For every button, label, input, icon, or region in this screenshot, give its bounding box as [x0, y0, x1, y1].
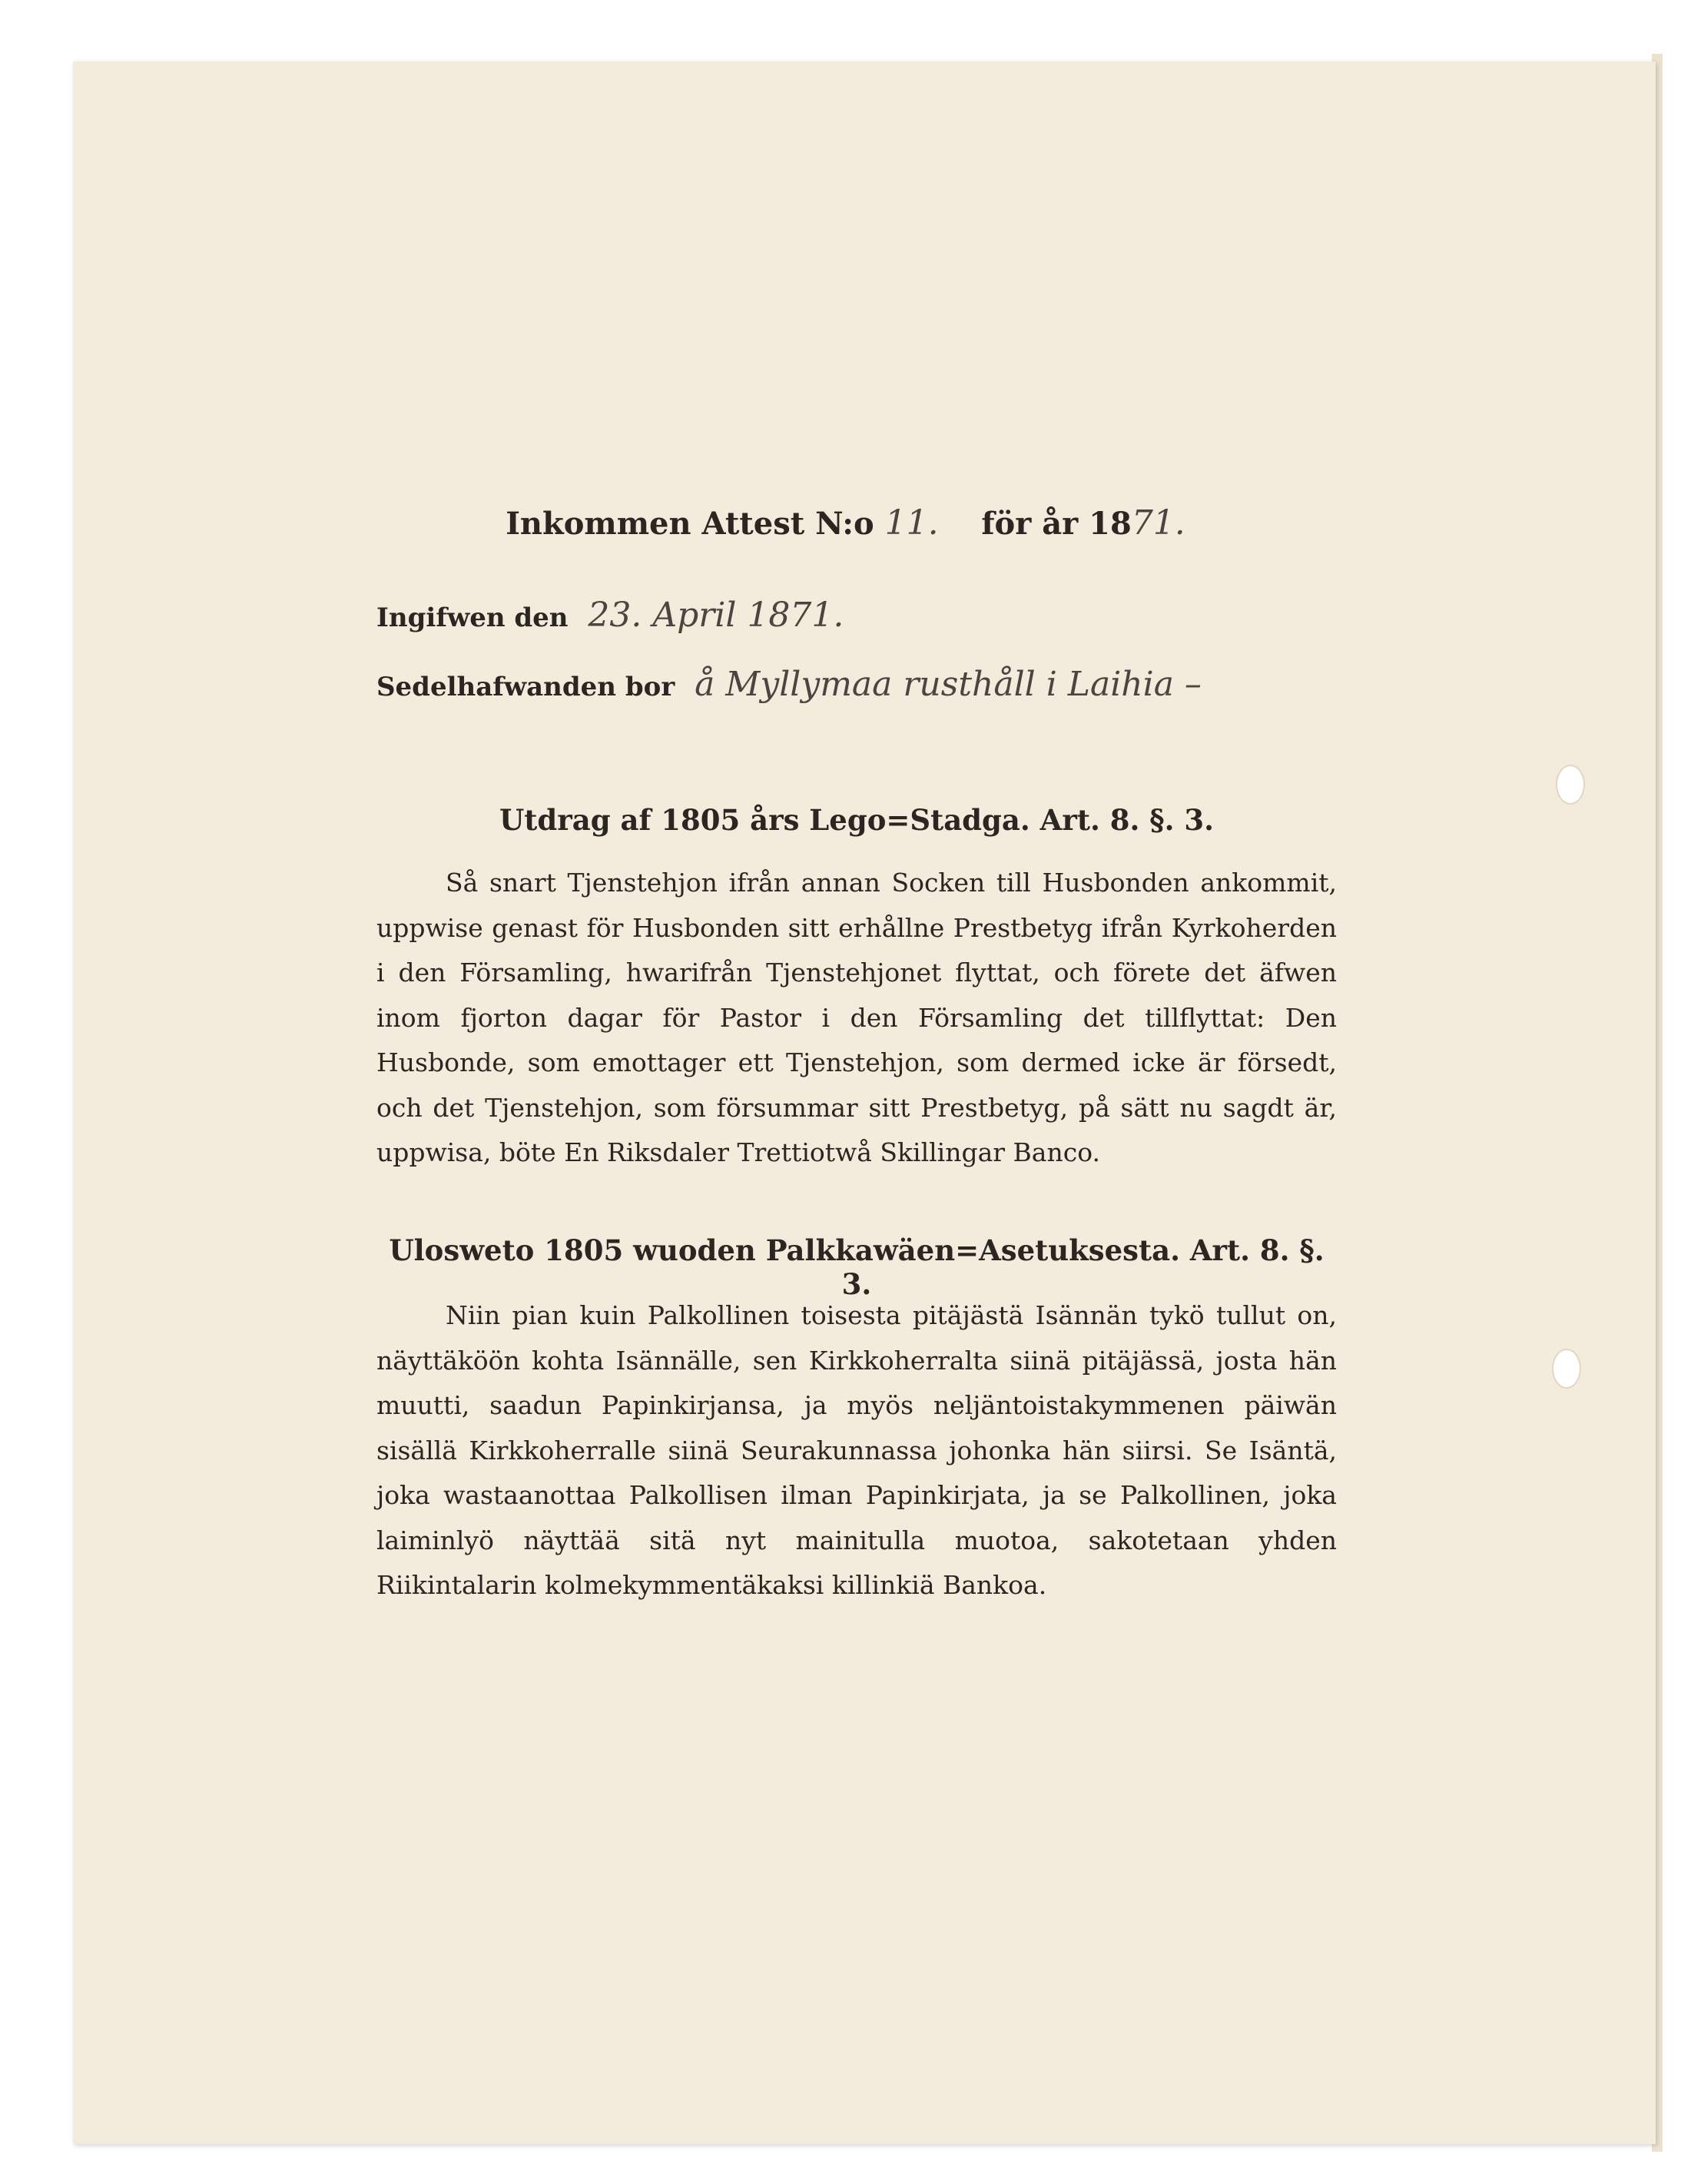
residence-value: å Myllymaa rusthåll i Laihia – [695, 665, 1202, 704]
year-label: för år 18 [981, 506, 1132, 542]
residence-label: Sedelhafwanden bor [376, 672, 675, 702]
finnish-section-text: Niin pian kuin Palkollinen toisesta pitäjästä Isännän tykö tullut on, näyttäköön kohta Isännälle, sen Kirkkoherralta siinä pitäjässä, josta hän muutti, saadun Papinkirjansa, ja myös neljäntoistakymmenen päiwän sisällä Kirkkoherralle siinä Seurakunnassa johonka hän siirsi. Se Isäntä, joka wastaanottaa Palkollisen ilman Papinkirjata, ja se Palkollinen, joka laiminlyö näyttää sitä nyt mainitulla muotoa, sakotetaan yhden Riikintalarin kolmekymmentäkaksi killinkiä Bankoa. [376, 1300, 1337, 1600]
submitted-date-label: Ingifwen den [376, 602, 569, 633]
residence-line [376, 665, 1202, 704]
title-label: Inkommen Attest N:o [506, 506, 874, 542]
punch-hole [1552, 1349, 1581, 1389]
finnish-section-heading: Ulosweto 1805 wuoden Palkkawäen=Asetuksesta. Art. 8. §. 3. [389, 1233, 1325, 1301]
year-suffix: 71. [1131, 503, 1185, 543]
swedish-section-heading: Utdrag af 1805 års Lego=Stadga. Art. 8. §. 3. [499, 803, 1214, 837]
submitted-date-line [376, 596, 844, 635]
swedish-section-text: Så snart Tjenstehjon ifrån annan Socken till Husbonden ankommit, uppwise genast för Husbonden sitt erhållne Prestbetyg ifrån Kyrkoherden i den Församling, hwarifrån Tjenstehjonet flyttat, och förete det äfwen inom fjorton dagar för Pastor i den Församling det tillflyttat: Den Husbonde, som emottager ett Tjenstehjon, som dermed icke är försedt, och det Tjenstehjon, som försummar sitt Prestbetyg, på sätt nu sagdt är, uppwisa, böte En Riksdaler Trettiotwå Skillingar Banco. [376, 868, 1337, 1167]
punch-hole [1556, 765, 1585, 805]
submitted-date-value: 23. April 1871. [588, 596, 844, 635]
attest-number: 11. [884, 503, 939, 543]
document-title [0, 503, 1691, 543]
